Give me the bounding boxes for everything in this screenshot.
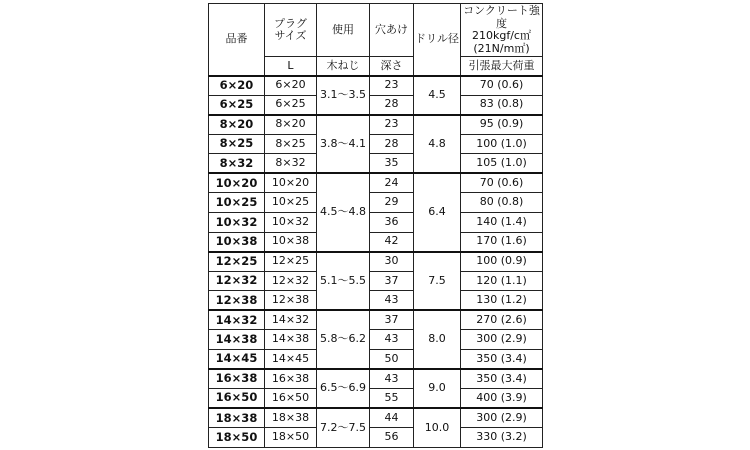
cell-usage: 4.5～4.8 <box>317 173 370 251</box>
cell-plug: 8×20 <box>265 115 317 135</box>
cell-plug: 14×38 <box>265 330 317 350</box>
cell-plug: 18×38 <box>265 408 317 428</box>
header-plug-line: サイズ <box>274 29 307 43</box>
subheader-hole: 深さ <box>370 57 414 76</box>
cell-size: 14×45 <box>209 349 265 369</box>
header-strength-line: (21N/m㎡) <box>473 41 530 55</box>
cell-plug: 8×25 <box>265 134 317 154</box>
cell-plug: 16×38 <box>265 369 317 389</box>
cell-size: 16×38 <box>209 369 265 389</box>
cell-load: 330 (3.2) <box>461 428 543 448</box>
header-strength-line: コンクリート強度 <box>463 3 540 30</box>
header-size: 品番 <box>209 4 265 76</box>
cell-load: 400 (3.9) <box>461 389 543 409</box>
cell-load: 270 (2.6) <box>461 310 543 330</box>
header-strength-line: 210kgf/c㎡ <box>472 29 531 43</box>
cell-drill: 8.0 <box>414 310 461 369</box>
subheader-usage: 木ねじ <box>317 57 370 76</box>
cell-depth: 43 <box>370 291 414 311</box>
cell-usage: 3.8～4.1 <box>317 115 370 174</box>
cell-size: 10×32 <box>209 213 265 233</box>
table-row <box>209 310 543 330</box>
cell-plug: 8×32 <box>265 154 317 174</box>
header-hole: 穴あけ <box>370 4 414 57</box>
cell-size: 12×38 <box>209 291 265 311</box>
cell-load: 170 (1.6) <box>461 232 543 252</box>
cell-depth: 43 <box>370 330 414 350</box>
cell-depth: 43 <box>370 369 414 389</box>
cell-drill: 6.4 <box>414 173 461 251</box>
cell-plug: 18×50 <box>265 428 317 448</box>
table-row <box>209 193 543 213</box>
header-strength <box>461 4 543 57</box>
cell-usage: 6.5～6.9 <box>317 369 370 408</box>
table-row <box>209 76 543 96</box>
cell-size: 6×20 <box>209 76 265 96</box>
cell-load: 300 (2.9) <box>461 330 543 350</box>
table-row <box>209 95 543 115</box>
cell-size: 18×50 <box>209 428 265 448</box>
cell-depth: 55 <box>370 389 414 409</box>
cell-depth: 24 <box>370 173 414 193</box>
cell-depth: 35 <box>370 154 414 174</box>
cell-plug: 14×32 <box>265 310 317 330</box>
cell-depth: 29 <box>370 193 414 213</box>
cell-plug: 12×25 <box>265 252 317 272</box>
table-row <box>209 232 543 252</box>
header-plug-line: プラグ <box>274 16 307 30</box>
cell-plug: 6×20 <box>265 76 317 96</box>
table-row <box>209 389 543 409</box>
table-row <box>209 291 543 311</box>
cell-load: 70 (0.6) <box>461 76 543 96</box>
cell-drill: 4.8 <box>414 115 461 174</box>
cell-depth: 28 <box>370 134 414 154</box>
cell-size: 10×38 <box>209 232 265 252</box>
cell-depth: 37 <box>370 271 414 291</box>
cell-depth: 30 <box>370 252 414 272</box>
cell-plug: 12×38 <box>265 291 317 311</box>
table-row <box>209 115 543 135</box>
cell-plug: 10×25 <box>265 193 317 213</box>
subheader-strength: 引張最大荷重 <box>461 57 543 76</box>
cell-plug: 10×38 <box>265 232 317 252</box>
header-drill: ドリル径 <box>414 4 461 76</box>
cell-load: 100 (0.9) <box>461 252 543 272</box>
cell-load: 350 (3.4) <box>461 369 543 389</box>
cell-size: 18×38 <box>209 408 265 428</box>
header-plug <box>265 4 317 57</box>
cell-size: 10×25 <box>209 193 265 213</box>
cell-size: 8×32 <box>209 154 265 174</box>
table-row <box>209 408 543 428</box>
table-row <box>209 134 543 154</box>
table-row <box>209 213 543 233</box>
cell-plug: 16×50 <box>265 389 317 409</box>
cell-load: 140 (1.4) <box>461 213 543 233</box>
cell-depth: 44 <box>370 408 414 428</box>
cell-size: 12×32 <box>209 271 265 291</box>
cell-usage: 7.2～7.5 <box>317 408 370 447</box>
cell-load: 80 (0.8) <box>461 193 543 213</box>
spec-table <box>208 3 543 448</box>
cell-load: 100 (1.0) <box>461 134 543 154</box>
cell-drill: 9.0 <box>414 369 461 408</box>
cell-drill: 4.5 <box>414 76 461 115</box>
cell-load: 130 (1.2) <box>461 291 543 311</box>
table-row <box>209 349 543 369</box>
cell-drill: 10.0 <box>414 408 461 447</box>
header-usage: 使用 <box>317 4 370 57</box>
cell-depth: 23 <box>370 76 414 96</box>
cell-load: 105 (1.0) <box>461 154 543 174</box>
cell-depth: 42 <box>370 232 414 252</box>
table-row <box>209 173 543 193</box>
table-row <box>209 252 543 272</box>
cell-plug: 10×32 <box>265 213 317 233</box>
cell-plug: 10×20 <box>265 173 317 193</box>
cell-depth: 37 <box>370 310 414 330</box>
cell-size: 14×32 <box>209 310 265 330</box>
table-row <box>209 271 543 291</box>
cell-drill: 7.5 <box>414 252 461 311</box>
cell-size: 8×25 <box>209 134 265 154</box>
cell-depth: 36 <box>370 213 414 233</box>
cell-usage: 5.8～6.2 <box>317 310 370 369</box>
cell-size: 6×25 <box>209 95 265 115</box>
cell-size: 8×20 <box>209 115 265 135</box>
table-row <box>209 428 543 448</box>
cell-depth: 28 <box>370 95 414 115</box>
header-row <box>209 4 543 57</box>
subheader-plug: L <box>265 57 317 76</box>
cell-depth: 56 <box>370 428 414 448</box>
table-row <box>209 330 543 350</box>
cell-load: 120 (1.1) <box>461 271 543 291</box>
cell-size: 12×25 <box>209 252 265 272</box>
table-row <box>209 369 543 389</box>
cell-plug: 12×32 <box>265 271 317 291</box>
cell-plug: 14×45 <box>265 349 317 369</box>
cell-load: 350 (3.4) <box>461 349 543 369</box>
cell-load: 70 (0.6) <box>461 173 543 193</box>
cell-load: 95 (0.9) <box>461 115 543 135</box>
cell-load: 300 (2.9) <box>461 408 543 428</box>
cell-usage: 5.1～5.5 <box>317 252 370 311</box>
cell-load: 83 (0.8) <box>461 95 543 115</box>
table-row <box>209 154 543 174</box>
cell-size: 14×38 <box>209 330 265 350</box>
cell-usage: 3.1～3.5 <box>317 76 370 115</box>
cell-plug: 6×25 <box>265 95 317 115</box>
cell-size: 16×50 <box>209 389 265 409</box>
cell-size: 10×20 <box>209 173 265 193</box>
cell-depth: 50 <box>370 349 414 369</box>
cell-depth: 23 <box>370 115 414 135</box>
